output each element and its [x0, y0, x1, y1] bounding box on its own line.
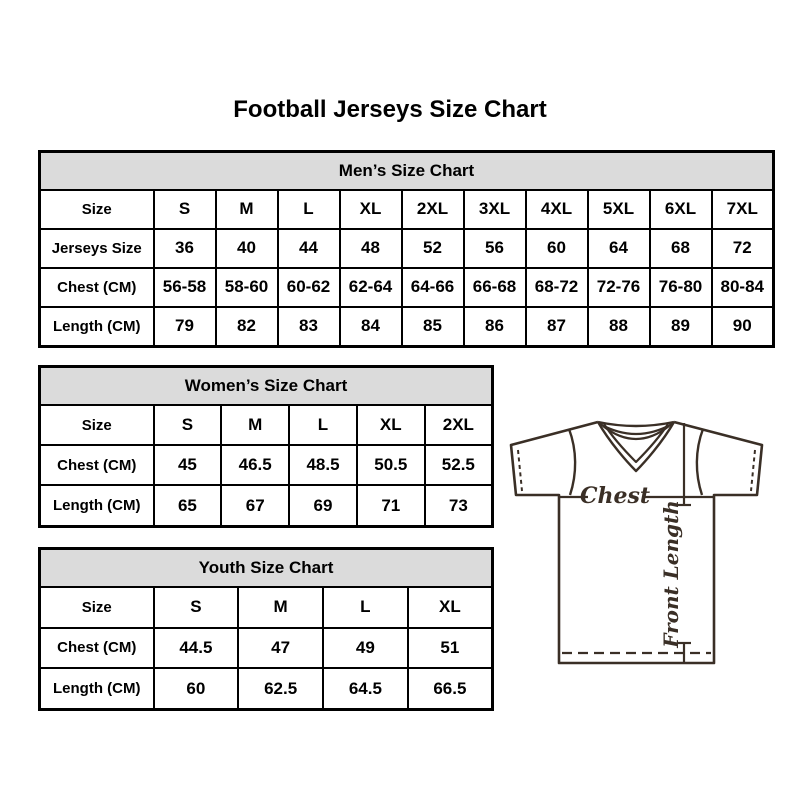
table-cell: 64-66	[402, 268, 464, 307]
table-cell: 83	[278, 307, 340, 347]
table-cell: 79	[154, 307, 216, 347]
table-cell: 49	[323, 628, 408, 669]
table-cell: XL	[340, 190, 402, 229]
youth-size-table	[38, 547, 494, 711]
table-cell: 50.5	[357, 445, 425, 485]
table-cell: 3XL	[464, 190, 526, 229]
table-cell: 52	[402, 229, 464, 268]
table-title-row	[40, 367, 493, 406]
table-cell: M	[221, 405, 289, 445]
table-title: Men’s Size Chart	[40, 152, 774, 191]
table-cell: L	[323, 587, 408, 628]
row-label: Chest (CM)	[40, 268, 154, 307]
table-title-row	[40, 152, 774, 191]
row-label: Chest (CM)	[40, 628, 154, 669]
table-cell: 68-72	[526, 268, 588, 307]
table-cell: 56-58	[154, 268, 216, 307]
table-cell: 72	[712, 229, 774, 268]
table-cell: 64	[588, 229, 650, 268]
jersey-diagram	[504, 410, 770, 668]
table-cell: 48	[340, 229, 402, 268]
table-cell: 88	[588, 307, 650, 347]
table-cell: 45	[154, 445, 222, 485]
table-title-row	[40, 549, 493, 588]
table-row	[40, 628, 493, 669]
table-cell: 5XL	[588, 190, 650, 229]
table-cell: 84	[340, 307, 402, 347]
table-row	[40, 445, 493, 485]
page-title: Football Jerseys Size Chart	[233, 96, 547, 123]
table-cell: XL	[408, 587, 493, 628]
table-cell: 66.5	[408, 668, 493, 709]
table-row	[40, 268, 774, 307]
table-row	[40, 485, 493, 526]
row-label: Size	[40, 405, 154, 445]
row-label: Size	[40, 190, 154, 229]
table-cell: 36	[154, 229, 216, 268]
row-label: Length (CM)	[40, 307, 154, 347]
table-cell: 62-64	[340, 268, 402, 307]
table-cell: 85	[402, 307, 464, 347]
table-row	[40, 307, 774, 347]
table-cell: 47	[238, 628, 323, 669]
row-label: Length (CM)	[40, 485, 154, 526]
right-cuff-stitch	[751, 450, 755, 491]
table-cell: 48.5	[289, 445, 357, 485]
table-cell: S	[154, 587, 239, 628]
table-cell: 86	[464, 307, 526, 347]
table-cell: 66-68	[464, 268, 526, 307]
table-row	[40, 229, 774, 268]
table-cell: 72-76	[588, 268, 650, 307]
table-row	[40, 405, 493, 445]
table-cell: 80-84	[712, 268, 774, 307]
womens-size-table	[38, 365, 494, 528]
table-cell: 60-62	[278, 268, 340, 307]
right-armhole-seam	[697, 429, 703, 495]
table-cell: S	[154, 190, 216, 229]
table-cell: 6XL	[650, 190, 712, 229]
table-cell: L	[289, 405, 357, 445]
table-cell: 51	[408, 628, 493, 669]
table-cell: 56	[464, 229, 526, 268]
table-cell: 60	[154, 668, 239, 709]
table-cell: 65	[154, 485, 222, 526]
table-cell: 73	[425, 485, 493, 526]
table-cell: 46.5	[221, 445, 289, 485]
table-cell: 2XL	[402, 190, 464, 229]
table-row	[40, 668, 493, 709]
row-label: Size	[40, 587, 154, 628]
row-label: Jerseys Size	[40, 229, 154, 268]
table-cell: 67	[221, 485, 289, 526]
chest-label: Chest	[579, 483, 651, 509]
table-cell: M	[238, 587, 323, 628]
row-label: Chest (CM)	[40, 445, 154, 485]
table-cell: S	[154, 405, 222, 445]
table-cell: 44.5	[154, 628, 239, 669]
table-cell: 52.5	[425, 445, 493, 485]
table-cell: 76-80	[650, 268, 712, 307]
table-title: Women’s Size Chart	[40, 367, 493, 406]
table-cell: 68	[650, 229, 712, 268]
table-cell: 64.5	[323, 668, 408, 709]
mens-size-table	[38, 150, 775, 348]
table-cell: 2XL	[425, 405, 493, 445]
table-cell: 58-60	[216, 268, 278, 307]
table-row	[40, 190, 774, 229]
table-cell: 40	[216, 229, 278, 268]
table-cell: 7XL	[712, 190, 774, 229]
front-length-label: Front Length	[659, 500, 683, 648]
table-cell: 62.5	[238, 668, 323, 709]
table-cell: M	[216, 190, 278, 229]
left-cuff-stitch	[518, 450, 522, 491]
table-cell: 87	[526, 307, 588, 347]
table-cell: 4XL	[526, 190, 588, 229]
table-cell: L	[278, 190, 340, 229]
collar-top-edge	[598, 422, 674, 426]
table-cell: 69	[289, 485, 357, 526]
table-cell: 90	[712, 307, 774, 347]
table-cell: 60	[526, 229, 588, 268]
table-cell: 89	[650, 307, 712, 347]
table-row	[40, 587, 493, 628]
table-cell: 44	[278, 229, 340, 268]
jersey-outline	[511, 422, 762, 663]
left-armhole-seam	[569, 429, 575, 495]
table-cell: XL	[357, 405, 425, 445]
table-cell: 71	[357, 485, 425, 526]
row-label: Length (CM)	[40, 668, 154, 709]
table-title: Youth Size Chart	[40, 549, 493, 588]
table-cell: 82	[216, 307, 278, 347]
